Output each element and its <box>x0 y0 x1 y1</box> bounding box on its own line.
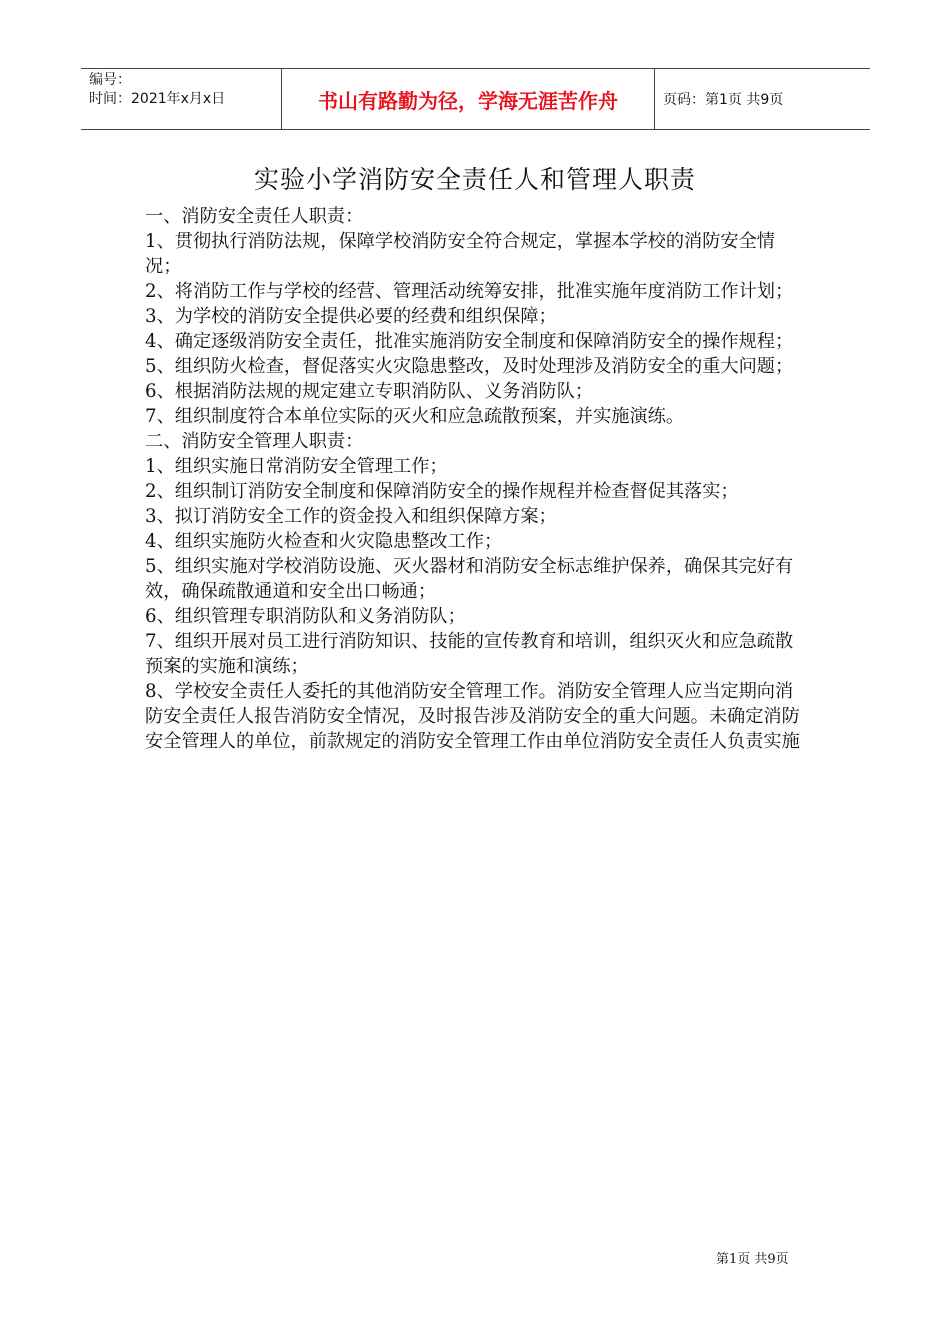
list-item: 2、组织制订消防安全制度和保障消防安全的操作规程并检查督促其落实； <box>145 481 739 502</box>
document-header <box>81 68 870 130</box>
footer-page-number: 第1页 共9页 <box>716 1252 789 1267</box>
list-item: 1、贯彻执行消防法规，保障学校消防安全符合规定，掌握本学校的消防安全情况； <box>145 231 775 277</box>
section-heading: 一、消防安全责任人职责： <box>145 206 364 227</box>
list-item: 8、学校安全责任人委托的其他消防安全管理工作。消防安全管理人应当定期向消防安全责任人报告消防安全情况，及时报告涉及消防安全的重大问题。未确定消防安全管理人的单位，前款规定的消防安全管理工作由单位消防安全责任人负责实施 <box>145 681 800 752</box>
list-item: 4、组织实施防火检查和火灾隐患整改工作； <box>145 531 503 552</box>
list-item: 6、根据消防法规的规定建立专职消防队、义务消防队； <box>145 381 594 402</box>
list-item: 5、组织防火检查，督促落实火灾隐患整改，及时处理涉及消防安全的重大问题； <box>145 356 794 377</box>
header-meta <box>89 71 279 109</box>
header-page-info: 页码：第1页 共9页 <box>663 92 784 108</box>
header-divider <box>654 69 655 129</box>
serial-number-label: 编号： <box>89 72 131 88</box>
document-title: 实验小学消防安全责任人和管理人职责 <box>253 165 696 194</box>
list-item: 6、组织管理专职消防队和义务消防队； <box>145 606 466 627</box>
list-item: 3、拟订消防安全工作的资金投入和组织保障方案； <box>145 506 557 527</box>
list-item: 4、确定逐级消防安全责任，批准实施消防安全制度和保障消防安全的操作规程； <box>145 331 794 352</box>
date-label: 时间：2021年x月x日 <box>89 91 226 107</box>
header-motto: 书山有路勤为径，学海无涯苦作舟 <box>318 88 618 113</box>
list-item: 2、将消防工作与学校的经营、管理活动统筹安排，批准实施年度消防工作计划； <box>145 281 794 302</box>
list-item: 1、组织实施日常消防安全管理工作； <box>145 456 448 477</box>
list-item: 3、为学校的消防安全提供必要的经费和组织保障； <box>145 306 557 327</box>
list-item: 7、组织制度符合本单位实际的灭火和应急疏散预案，并实施演练。 <box>145 406 685 427</box>
document-body <box>145 204 811 754</box>
section-heading: 二、消防安全管理人职责： <box>145 431 364 452</box>
list-item: 7、组织开展对员工进行消防知识、技能的宣传教育和培训，组织灭火和应急疏散预案的实施和演练； <box>145 631 794 677</box>
list-item: 5、组织实施对学校消防设施、灭火器材和消防安全标志维护保养，确保其完好有效，确保疏散通道和安全出口畅通； <box>145 556 794 602</box>
